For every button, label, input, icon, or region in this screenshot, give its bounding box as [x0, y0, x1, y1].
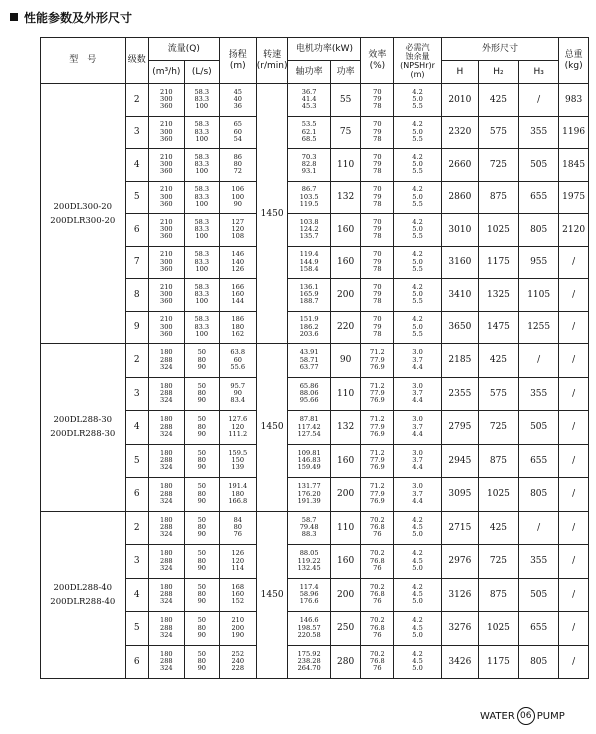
npsh-cell: 3.0 3.7 4.4: [394, 444, 442, 478]
npsh-cell: 4.2 5.0 5.5: [394, 279, 442, 312]
header-speed: 转速 (r/min): [256, 38, 288, 84]
flow-m3h-cell: 210 300 360: [148, 84, 184, 117]
flow-m3h-cell: 210 300 360: [148, 246, 184, 279]
shaft-power-cell: 58.7 79.48 88.3: [288, 511, 330, 545]
dim-h3-cell: 1105: [519, 279, 559, 312]
dim-h-cell: 3010: [441, 214, 478, 247]
header-npsh: 必需汽 蚀余量 (NPSHr)r (m): [394, 38, 442, 84]
motor-power-cell: 200: [330, 478, 361, 512]
header-dimensions: 外形尺寸: [441, 38, 558, 61]
dim-h-cell: 3426: [441, 645, 478, 679]
dim-h3-cell: 355: [519, 545, 559, 579]
flow-ls-cell: 50 80 90: [184, 578, 219, 612]
weight-cell: 2120: [559, 214, 589, 247]
dim-h-cell: 2660: [441, 149, 478, 182]
efficiency-cell: 71.2 77.9 76.9: [361, 344, 394, 378]
efficiency-cell: 70 79 78: [361, 246, 394, 279]
flow-m3h-cell: 180 288 324: [148, 478, 184, 512]
flow-m3h-cell: 210 300 360: [148, 311, 184, 344]
npsh-cell: 4.2 5.0 5.5: [394, 84, 442, 117]
dim-h2-cell: 875: [478, 578, 518, 612]
dim-h-cell: 3126: [441, 578, 478, 612]
shaft-power-cell: 88.05 119.22 132.45: [288, 545, 330, 579]
shaft-power-cell: 36.7 41.4 45.3: [288, 84, 330, 117]
dim-h3-cell: 505: [519, 411, 559, 445]
speed-cell: 1450: [256, 84, 288, 344]
header-dim-h3: H₃: [519, 61, 559, 84]
head-cell: 127.6 120 111.2: [219, 411, 256, 445]
motor-power-cell: 132: [330, 411, 361, 445]
page-footer: [480, 707, 565, 725]
dim-h3-cell: /: [519, 511, 559, 545]
flow-m3h-cell: 180 288 324: [148, 411, 184, 445]
shaft-power-cell: 86.7 103.5 119.5: [288, 181, 330, 214]
dim-h2-cell: 575: [478, 377, 518, 411]
shaft-power-cell: 136.1 165.9 188.7: [288, 279, 330, 312]
dim-h2-cell: 575: [478, 116, 518, 149]
efficiency-cell: 71.2 77.9 76.9: [361, 444, 394, 478]
dim-h-cell: 2795: [441, 411, 478, 445]
motor-power-cell: 110: [330, 511, 361, 545]
motor-power-cell: 160: [330, 214, 361, 247]
header-stages: 级数: [125, 38, 148, 84]
head-cell: 159.5 150 139: [219, 444, 256, 478]
motor-power-cell: 110: [330, 149, 361, 182]
flow-m3h-cell: 180 288 324: [148, 612, 184, 646]
shaft-power-cell: 53.5 62.1 68.5: [288, 116, 330, 149]
dim-h3-cell: 355: [519, 377, 559, 411]
dim-h2-cell: 1025: [478, 612, 518, 646]
header-shaft-power: 轴功率: [288, 61, 330, 84]
dim-h3-cell: 355: [519, 116, 559, 149]
model-name-cell: [41, 511, 126, 679]
dim-h2-cell: 425: [478, 84, 518, 117]
head-cell: 252 240 228: [219, 645, 256, 679]
npsh-cell: 4.2 5.0 5.5: [394, 246, 442, 279]
flow-ls-cell: 58.3 83.3 100: [184, 116, 219, 149]
efficiency-cell: 70.2 76.8 76: [361, 578, 394, 612]
flow-m3h-cell: 210 300 360: [148, 279, 184, 312]
weight-cell: 1845: [559, 149, 589, 182]
flow-ls-cell: 50 80 90: [184, 511, 219, 545]
weight-cell: /: [559, 545, 589, 579]
stage-cell: 4: [125, 411, 148, 445]
weight-cell: /: [559, 246, 589, 279]
flow-m3h-cell: 180 288 324: [148, 344, 184, 378]
speed-cell: 1450: [256, 344, 288, 512]
flow-ls-cell: 50 80 90: [184, 344, 219, 378]
npsh-cell: 4.2 4.5 5.0: [394, 645, 442, 679]
efficiency-cell: 70.2 76.8 76: [361, 511, 394, 545]
npsh-cell: 3.0 3.7 4.4: [394, 344, 442, 378]
stage-cell: 5: [125, 181, 148, 214]
flow-ls-cell: 50 80 90: [184, 478, 219, 512]
npsh-cell: 3.0 3.7 4.4: [394, 478, 442, 512]
efficiency-cell: 71.2 77.9 76.9: [361, 377, 394, 411]
efficiency-cell: 71.2 77.9 76.9: [361, 478, 394, 512]
dim-h-cell: 2185: [441, 344, 478, 378]
stage-cell: 5: [125, 612, 148, 646]
header-flow-ls: (L/s): [184, 61, 219, 84]
page-number: 06: [517, 707, 535, 725]
dim-h3-cell: /: [519, 344, 559, 378]
head-cell: 191.4 180 166.8: [219, 478, 256, 512]
footer-pump: PUMP: [536, 710, 565, 722]
stage-cell: 2: [125, 511, 148, 545]
dim-h-cell: 2715: [441, 511, 478, 545]
motor-power-cell: 200: [330, 578, 361, 612]
shaft-power-cell: 87.81 117.42 127.54: [288, 411, 330, 445]
shaft-power-cell: 43.91 58.71 63.77: [288, 344, 330, 378]
flow-ls-cell: 50 80 90: [184, 612, 219, 646]
motor-power-cell: 132: [330, 181, 361, 214]
model-name: 200DLR288-30: [50, 429, 116, 440]
dim-h2-cell: 1025: [478, 214, 518, 247]
efficiency-cell: 70 79 78: [361, 181, 394, 214]
flow-m3h-cell: 180 288 324: [148, 511, 184, 545]
weight-cell: /: [559, 578, 589, 612]
dim-h2-cell: 725: [478, 545, 518, 579]
dim-h3-cell: 805: [519, 478, 559, 512]
flow-ls-cell: 50 80 90: [184, 411, 219, 445]
model-name-cell: [41, 344, 126, 512]
flow-m3h-cell: 180 288 324: [148, 545, 184, 579]
motor-power-cell: 55: [330, 84, 361, 117]
flow-m3h-cell: 180 288 324: [148, 444, 184, 478]
flow-ls-cell: 50 80 90: [184, 545, 219, 579]
efficiency-cell: 71.2 77.9 76.9: [361, 411, 394, 445]
motor-power-cell: 75: [330, 116, 361, 149]
flow-m3h-cell: 180 288 324: [148, 645, 184, 679]
dim-h-cell: 3410: [441, 279, 478, 312]
head-cell: 166 160 144: [219, 279, 256, 312]
footer-water: WATER: [480, 710, 515, 722]
model-name: 200DLR300-20: [50, 215, 116, 226]
header-flow: 流量(Q): [148, 38, 219, 61]
dim-h2-cell: 1175: [478, 645, 518, 679]
dim-h3-cell: 1255: [519, 311, 559, 344]
weight-cell: /: [559, 377, 589, 411]
header-dim-h: H: [441, 61, 478, 84]
dim-h-cell: 2945: [441, 444, 478, 478]
dim-h-cell: 2010: [441, 84, 478, 117]
section-title-text: 性能参数及外形尺寸: [24, 10, 133, 25]
flow-ls-cell: 58.3 83.3 100: [184, 84, 219, 117]
efficiency-cell: 70.2 76.8 76: [361, 645, 394, 679]
weight-cell: /: [559, 612, 589, 646]
npsh-cell: 4.2 5.0 5.5: [394, 116, 442, 149]
efficiency-cell: 70 79 78: [361, 311, 394, 344]
header-head: 扬程 (m): [219, 38, 256, 84]
motor-power-cell: 280: [330, 645, 361, 679]
model-name: 200DL300-20: [53, 201, 113, 212]
weight-cell: /: [559, 311, 589, 344]
dim-h2-cell: 425: [478, 344, 518, 378]
dim-h3-cell: 655: [519, 444, 559, 478]
shaft-power-cell: 131.77 176.20 191.39: [288, 478, 330, 512]
table-row: [41, 344, 589, 378]
weight-cell: /: [559, 478, 589, 512]
weight-cell: /: [559, 511, 589, 545]
head-cell: 106 100 90: [219, 181, 256, 214]
dim-h-cell: 3160: [441, 246, 478, 279]
shaft-power-cell: 117.4 58.96 176.6: [288, 578, 330, 612]
square-bullet-icon: [10, 13, 18, 21]
flow-ls-cell: 58.3 83.3 100: [184, 149, 219, 182]
dim-h2-cell: 1475: [478, 311, 518, 344]
head-cell: 168 160 152: [219, 578, 256, 612]
dim-h2-cell: 1025: [478, 478, 518, 512]
stage-cell: 6: [125, 214, 148, 247]
motor-power-cell: 160: [330, 444, 361, 478]
dim-h3-cell: 805: [519, 214, 559, 247]
dim-h-cell: 2860: [441, 181, 478, 214]
flow-m3h-cell: 180 288 324: [148, 377, 184, 411]
stage-cell: 5: [125, 444, 148, 478]
npsh-cell: 3.0 3.7 4.4: [394, 377, 442, 411]
head-cell: 146 140 126: [219, 246, 256, 279]
dim-h-cell: 2355: [441, 377, 478, 411]
dim-h2-cell: 875: [478, 181, 518, 214]
dim-h3-cell: 505: [519, 149, 559, 182]
head-cell: 127 120 108: [219, 214, 256, 247]
shaft-power-cell: 70.3 82.8 93.1: [288, 149, 330, 182]
npsh-cell: 4.2 5.0 5.5: [394, 214, 442, 247]
dim-h-cell: 3650: [441, 311, 478, 344]
speed-cell: 1450: [256, 511, 288, 679]
weight-cell: /: [559, 411, 589, 445]
efficiency-cell: 70 79 78: [361, 84, 394, 117]
head-cell: 86 80 72: [219, 149, 256, 182]
weight-cell: 983: [559, 84, 589, 117]
npsh-cell: 4.2 5.0 5.5: [394, 311, 442, 344]
npsh-cell: 4.2 4.5 5.0: [394, 511, 442, 545]
weight-cell: /: [559, 344, 589, 378]
shaft-power-cell: 65.86 88.06 95.66: [288, 377, 330, 411]
flow-ls-cell: 58.3 83.3 100: [184, 246, 219, 279]
efficiency-cell: 70 79 78: [361, 149, 394, 182]
dim-h3-cell: 955: [519, 246, 559, 279]
shaft-power-cell: 103.8 124.2 135.7: [288, 214, 330, 247]
shaft-power-cell: 109.81 146.83 159.49: [288, 444, 330, 478]
weight-cell: 1196: [559, 116, 589, 149]
dim-h3-cell: 505: [519, 578, 559, 612]
head-cell: 65 60 54: [219, 116, 256, 149]
flow-m3h-cell: 210 300 360: [148, 149, 184, 182]
model-name: 200DLR288-40: [50, 596, 116, 607]
efficiency-cell: 70 79 78: [361, 116, 394, 149]
head-cell: 84 80 76: [219, 511, 256, 545]
table-row: [41, 511, 589, 545]
spec-table-body: [41, 84, 589, 679]
head-cell: 45 40 36: [219, 84, 256, 117]
efficiency-cell: 70.2 76.8 76: [361, 545, 394, 579]
npsh-cell: 4.2 4.5 5.0: [394, 612, 442, 646]
head-cell: 210 200 190: [219, 612, 256, 646]
stage-cell: 4: [125, 578, 148, 612]
motor-power-cell: 220: [330, 311, 361, 344]
header-efficiency: 效率 (%): [361, 38, 394, 84]
efficiency-cell: 70 79 78: [361, 279, 394, 312]
weight-cell: /: [559, 279, 589, 312]
npsh-cell: 3.0 3.7 4.4: [394, 411, 442, 445]
flow-ls-cell: 58.3 83.3 100: [184, 311, 219, 344]
stage-cell: 3: [125, 116, 148, 149]
efficiency-cell: 70.2 76.8 76: [361, 612, 394, 646]
stage-cell: 8: [125, 279, 148, 312]
motor-power-cell: 160: [330, 545, 361, 579]
npsh-cell: 4.2 5.0 5.5: [394, 181, 442, 214]
dim-h3-cell: 655: [519, 612, 559, 646]
dim-h2-cell: 725: [478, 149, 518, 182]
shaft-power-cell: 151.9 186.2 203.6: [288, 311, 330, 344]
stage-cell: 3: [125, 545, 148, 579]
dim-h-cell: 2320: [441, 116, 478, 149]
shaft-power-cell: 175.92 238.28 264.70: [288, 645, 330, 679]
header-dim-h2: H₂: [478, 61, 518, 84]
header-motor: 电机功率(kW): [288, 38, 361, 61]
npsh-cell: 4.2 4.5 5.0: [394, 578, 442, 612]
dim-h2-cell: 425: [478, 511, 518, 545]
motor-power-cell: 160: [330, 246, 361, 279]
dim-h2-cell: 1325: [478, 279, 518, 312]
header-weight: 总重 (kg): [559, 38, 589, 84]
motor-power-cell: 200: [330, 279, 361, 312]
dim-h-cell: 2976: [441, 545, 478, 579]
flow-ls-cell: 50 80 90: [184, 645, 219, 679]
flow-m3h-cell: 210 300 360: [148, 214, 184, 247]
dim-h2-cell: 875: [478, 444, 518, 478]
dim-h2-cell: 1175: [478, 246, 518, 279]
model-name-cell: [41, 84, 126, 344]
motor-power-cell: 250: [330, 612, 361, 646]
header-model: 型 号: [41, 38, 126, 84]
npsh-cell: 4.2 5.0 5.5: [394, 149, 442, 182]
flow-ls-cell: 58.3 83.3 100: [184, 214, 219, 247]
flow-ls-cell: 58.3 83.3 100: [184, 181, 219, 214]
stage-cell: 2: [125, 84, 148, 117]
header-flow-m3h: (m³/h): [148, 61, 184, 84]
model-name: 200DL288-40: [53, 582, 113, 593]
stage-cell: 9: [125, 311, 148, 344]
dim-h3-cell: 805: [519, 645, 559, 679]
flow-ls-cell: 50 80 90: [184, 377, 219, 411]
motor-power-cell: 110: [330, 377, 361, 411]
dim-h-cell: 3276: [441, 612, 478, 646]
head-cell: 126 120 114: [219, 545, 256, 579]
weight-cell: 1975: [559, 181, 589, 214]
stage-cell: 6: [125, 478, 148, 512]
dim-h3-cell: /: [519, 84, 559, 117]
shaft-power-cell: 119.4 144.9 158.4: [288, 246, 330, 279]
section-title: [10, 8, 132, 26]
head-cell: 63.8 60 55.6: [219, 344, 256, 378]
weight-cell: /: [559, 645, 589, 679]
table-row: [41, 84, 589, 117]
head-cell: 95.7 90 83.4: [219, 377, 256, 411]
weight-cell: /: [559, 444, 589, 478]
flow-ls-cell: 58.3 83.3 100: [184, 279, 219, 312]
dim-h-cell: 3095: [441, 478, 478, 512]
stage-cell: 3: [125, 377, 148, 411]
header-power: 功率: [330, 61, 361, 84]
flow-m3h-cell: 210 300 360: [148, 116, 184, 149]
stage-cell: 2: [125, 344, 148, 378]
stage-cell: 6: [125, 645, 148, 679]
npsh-cell: 4.2 4.5 5.0: [394, 545, 442, 579]
flow-m3h-cell: 180 288 324: [148, 578, 184, 612]
dim-h3-cell: 655: [519, 181, 559, 214]
flow-m3h-cell: 210 300 360: [148, 181, 184, 214]
stage-cell: 4: [125, 149, 148, 182]
spec-table: [40, 37, 589, 679]
shaft-power-cell: 146.6 198.57 220.58: [288, 612, 330, 646]
motor-power-cell: 90: [330, 344, 361, 378]
efficiency-cell: 70 79 78: [361, 214, 394, 247]
flow-ls-cell: 50 80 90: [184, 444, 219, 478]
head-cell: 186 180 162: [219, 311, 256, 344]
model-name: 200DL288-30: [53, 415, 113, 426]
dim-h2-cell: 725: [478, 411, 518, 445]
stage-cell: 7: [125, 246, 148, 279]
